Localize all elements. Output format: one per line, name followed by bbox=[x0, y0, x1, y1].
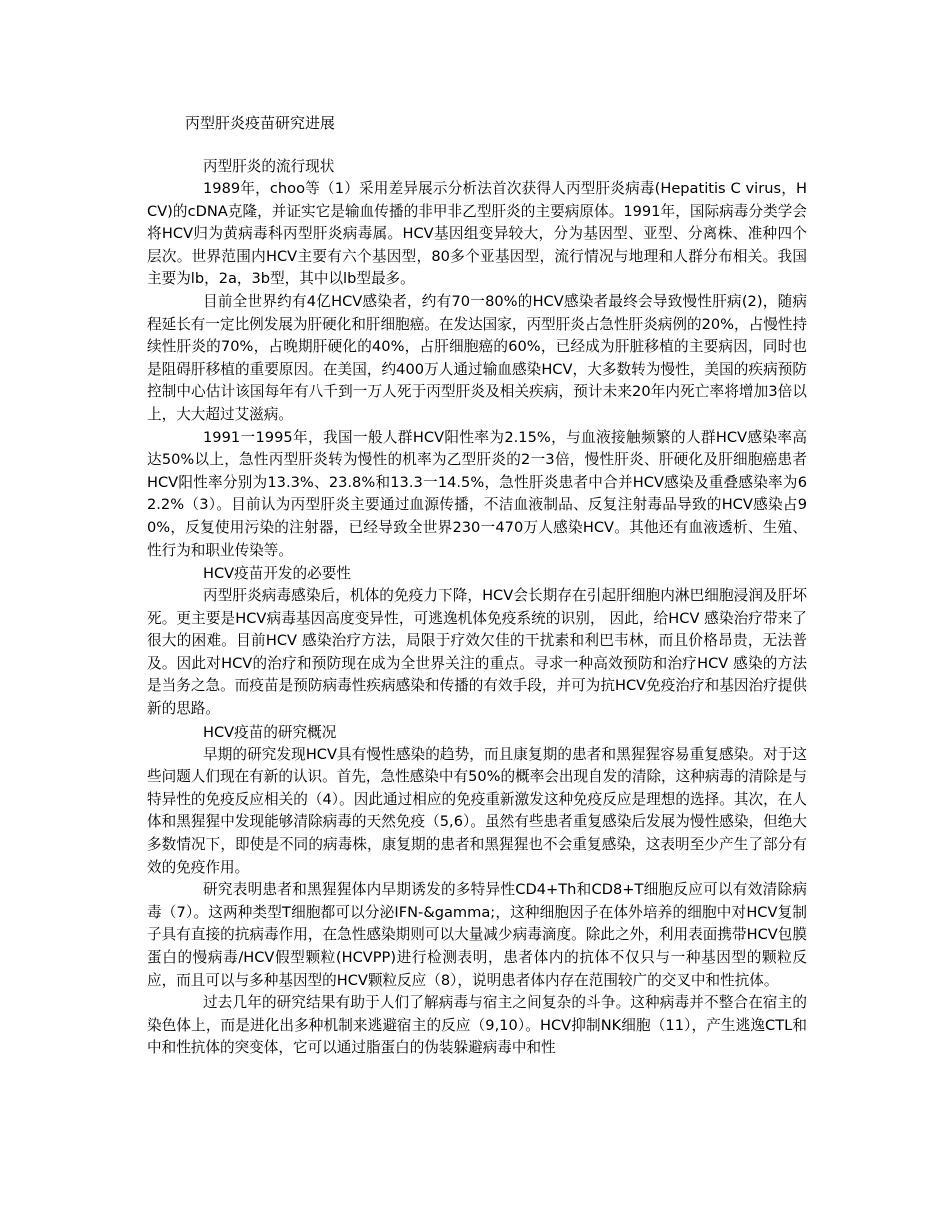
paragraph: 丙型肝炎病毒感染后，机体的免疫力下降，HCV会长期存在引起肝细胞内淋巴细胞浸润及肝坏死。更主要是HCV病毒基因高度变异性，可逃逸机体免疫系统的识别， 因此，给HCV 感染治疗带来了很大的困难。目前HCV 感染治疗方法，局限于疗效欠佳的干扰素和利巴韦林，而且价格昂贵，无法普及。因此对HCV的治疗和预防现在成为全世界关注的重点。寻求一种高效预防和治疗HCV 感染的方法是当务之急。而疫苗是预防病毒性疾病感染和传播的有效手段，并可为抗HCV免疫治疗和基因治疗提供新的思路。 bbox=[147, 587, 807, 718]
document-title: 丙型肝炎疫苗研究进展 bbox=[185, 114, 336, 132]
section-epidemiology bbox=[147, 155, 807, 562]
section-heading: HCV疫苗开发的必要性 bbox=[203, 565, 351, 583]
section-heading: 丙型肝炎的流行现状 bbox=[203, 158, 335, 175]
title-spacer bbox=[147, 135, 807, 155]
paragraph: 早期的研究发现HCV具有慢性感染的趋势，而且康复期的患者和黑猩猩容易重复感染。对于这些问题人们现在有新的认识。首先，急性感染中有50%的概率会出现自发的清除，这种病毒的清除是与特异性的免疫反应相关的（4）。因此通过相应的免疫重新激发这种免疫反应是理想的选择。其次，在人体和黑猩猩中发现能够清除病毒的天然免疫（5,6）。虽然有些患者重复感染后发展为慢性感染，但绝大多数情况下，即使是不同的病毒株，康复期的患者和黑猩猩也不会重复感染，这表明至少产生了部分有效的免疫作用。 bbox=[147, 745, 807, 876]
paragraph: 过去几年的研究结果有助于人们了解病毒与宿主之间复杂的斗争。这种病毒并不整合在宿主的染色体上，而是进化出多种机制来逃避宿主的反应（9,10）。HCV抑制NK细胞（11），产生逃逸CTL和中和性抗体的突变体，它可以通过脂蛋白的伪装躲避病毒中和性 bbox=[147, 994, 807, 1057]
document-page bbox=[147, 112, 807, 1060]
section-vaccine-necessity bbox=[147, 562, 807, 721]
paragraph: 研究表明患者和黑猩猩体内早期诱发的多特异性CD4+Th和CD8+T细胞反应可以有效清除病毒（7）。这两种类型T细胞都可以分泌IFN-&gamma;，这种细胞因子在体外培养的细胞中对HCV复制子具有直接的抗病毒作用，在急性感染期则可以大量减少病毒滴度。除此之外，利用表面携带HCV包膜蛋白的慢病毒/HCV假型颗粒(HCVPP)进行检测表明，患者体内的抗体不仅只与一种基因型的颗粒反应，而且可以与多种基因型的HCV颗粒反应（8），说明患者体内存在范围较广的交叉中和性抗体。 bbox=[147, 881, 807, 989]
paragraph: 1991一1995年，我国一般人群HCV阳性率为2.15%，与血液接触频繁的人群HCV感染率高达50%以上，急性丙型肝炎转为慢性的机率为乙型肝炎的2一3倍，慢性肝炎、肝硬化及肝细胞癌患者HCV阳性率分别为13.3%、23.8%和13.3一14.5%，急性肝炎患者中合并HCV感染及重叠感染率为62.2%（3）。目前认为丙型肝炎主要通过血源传播，不洁血液制品、反复注射毒品导致的HCV感染占90%，反复使用污染的注射器，已经导致全世界230一470万人感染HCV。其他还有血液透析、生殖、性行为和职业传染等。 bbox=[147, 428, 807, 559]
paragraph: 1989年，choo等（1）采用差异展示分析法首次获得人丙型肝炎病毒(Hepatitis C virus，HCV)的cDNA克隆，并证实它是输血传播的非甲非乙型肝炎的主要病原体。1991年，国际病毒分类学会将HCV归为黄病毒科丙型肝炎病毒属。HCV基因组变异较大，分为基因型、亚型、分离株、准种四个层次。世界范围内HCV主要有六个基因型，80多个亚基因型，流行情况与地理和人群分布相关。我国主要为lb，2a，3b型，其中以lb型最多。 bbox=[147, 180, 807, 288]
paragraph: 目前全世界约有4亿HCV感染者，约有70一80%的HCV感染者最终会导致慢性肝病(2)，随病程延长有一定比例发展为肝硬化和肝细胞癌。在发达国家，丙型肝炎占急性肝炎病例的20%，占慢性持续性肝炎的70%，占晚期肝硬化的40%，占肝细胞癌的60%，已经成为肝脏移植的主要病因，同时也是阻碍肝移植的重要原因。在美国，约400万人通过输血感染HCV，大多数转为慢性，美国的疾病预防控制中心估计该国每年有八千到一万人死于丙型肝炎及相关疾病，预计未来20年内死亡率将增加3倍以上，大大超过艾滋病。 bbox=[147, 292, 807, 423]
section-heading: HCV疫苗的研究概况 bbox=[203, 723, 337, 741]
section-vaccine-research bbox=[147, 721, 807, 1060]
